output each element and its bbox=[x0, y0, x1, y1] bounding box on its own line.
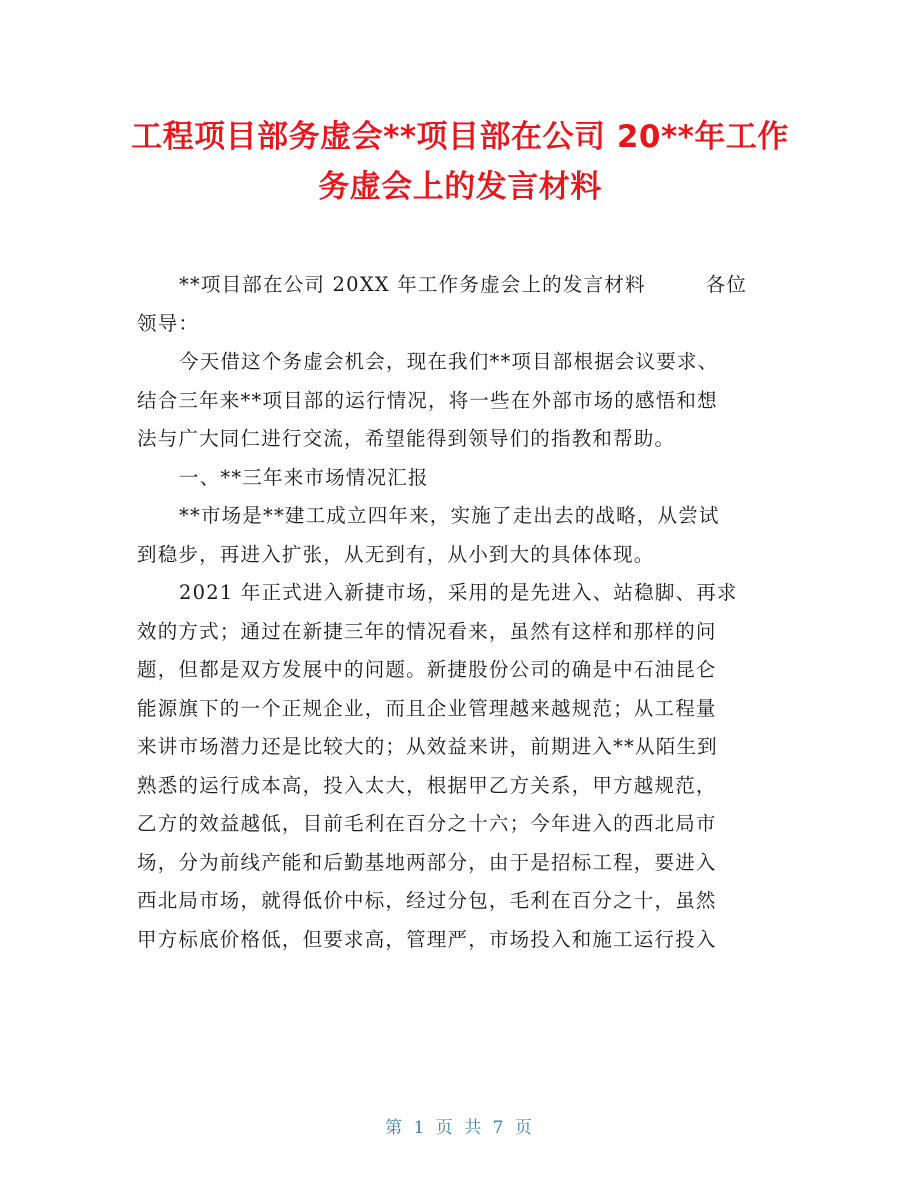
text-line: 场，分为前线产能和后勤基地两部分，由于是招标工程，要进入 bbox=[137, 850, 717, 874]
text-line: 效的方式；通过在新捷三年的情况看来，虽然有这样和那样的问 bbox=[137, 619, 717, 643]
page-number-footer: 第 1 页 共 7 页 bbox=[385, 1118, 535, 1138]
text-line: 到稳步，再进入扩张，从无到有，从小到大的具体体现。 bbox=[137, 542, 655, 566]
paragraph-details bbox=[137, 574, 782, 959]
text-line: 西北局市场，就得低价中标，经过分包，毛利在百分之十，虽然 bbox=[137, 889, 717, 912]
text-line: 熟悉的运行成本高，投入太大，根据甲乙方关系，甲方越规范， bbox=[137, 773, 717, 797]
text-line: 一、**三年来市场情况汇报 bbox=[179, 465, 429, 489]
text-line-trailing: 各位 bbox=[705, 273, 748, 296]
text-line: 乙方的效益越低，目前毛利在百分之十六；今年进入的西北局市 bbox=[137, 812, 717, 835]
text-line: 法与广大同仁进行交流，希望能得到领导们的指教和帮助。 bbox=[137, 427, 676, 450]
text-line: 来讲市场潜力还是比较大的；从效益来讲，前期进入**从陌生到 bbox=[137, 735, 718, 758]
section-heading bbox=[137, 459, 782, 498]
paragraph-intro bbox=[137, 343, 782, 459]
text-line: 2021 年正式进入新捷市场，采用的是先进入、站稳脚、再求 bbox=[179, 581, 738, 604]
text-line-content: **项目部在公司 20XX 年工作务虚会上的发言材料 bbox=[179, 273, 646, 296]
text-line: **市场是**建工成立四年来，实施了走出去的战略，从尝试 bbox=[179, 504, 720, 527]
title-line: 务虚会上的发言材料 bbox=[318, 169, 602, 205]
paragraph-market bbox=[137, 497, 782, 574]
paragraph-salutation bbox=[137, 266, 782, 343]
text-line: 能源旗下的一个正规企业，而且企业管理越来越规范；从工程量 bbox=[137, 696, 717, 720]
text-line: 领导： bbox=[137, 311, 200, 335]
text-line: 题，但都是双方发展中的问题。新捷股份公司的确是中石油昆仑 bbox=[137, 658, 717, 681]
title-line: 工程项目部务虚会**项目部在公司 20**年工作 bbox=[131, 119, 789, 155]
text-line bbox=[137, 266, 782, 305]
text-line: 今天借这个务虚会机会，现在我们**项目部根据会议要求、 bbox=[179, 350, 719, 373]
text-line: 结合三年来**项目部的运行情况，将一些在外部市场的感悟和想 bbox=[137, 388, 718, 412]
text-line: 甲方标底价格低，但要求高，管理严，市场投入和施工运行投入 bbox=[137, 927, 717, 951]
document-title bbox=[100, 112, 820, 212]
document-body bbox=[137, 266, 782, 959]
